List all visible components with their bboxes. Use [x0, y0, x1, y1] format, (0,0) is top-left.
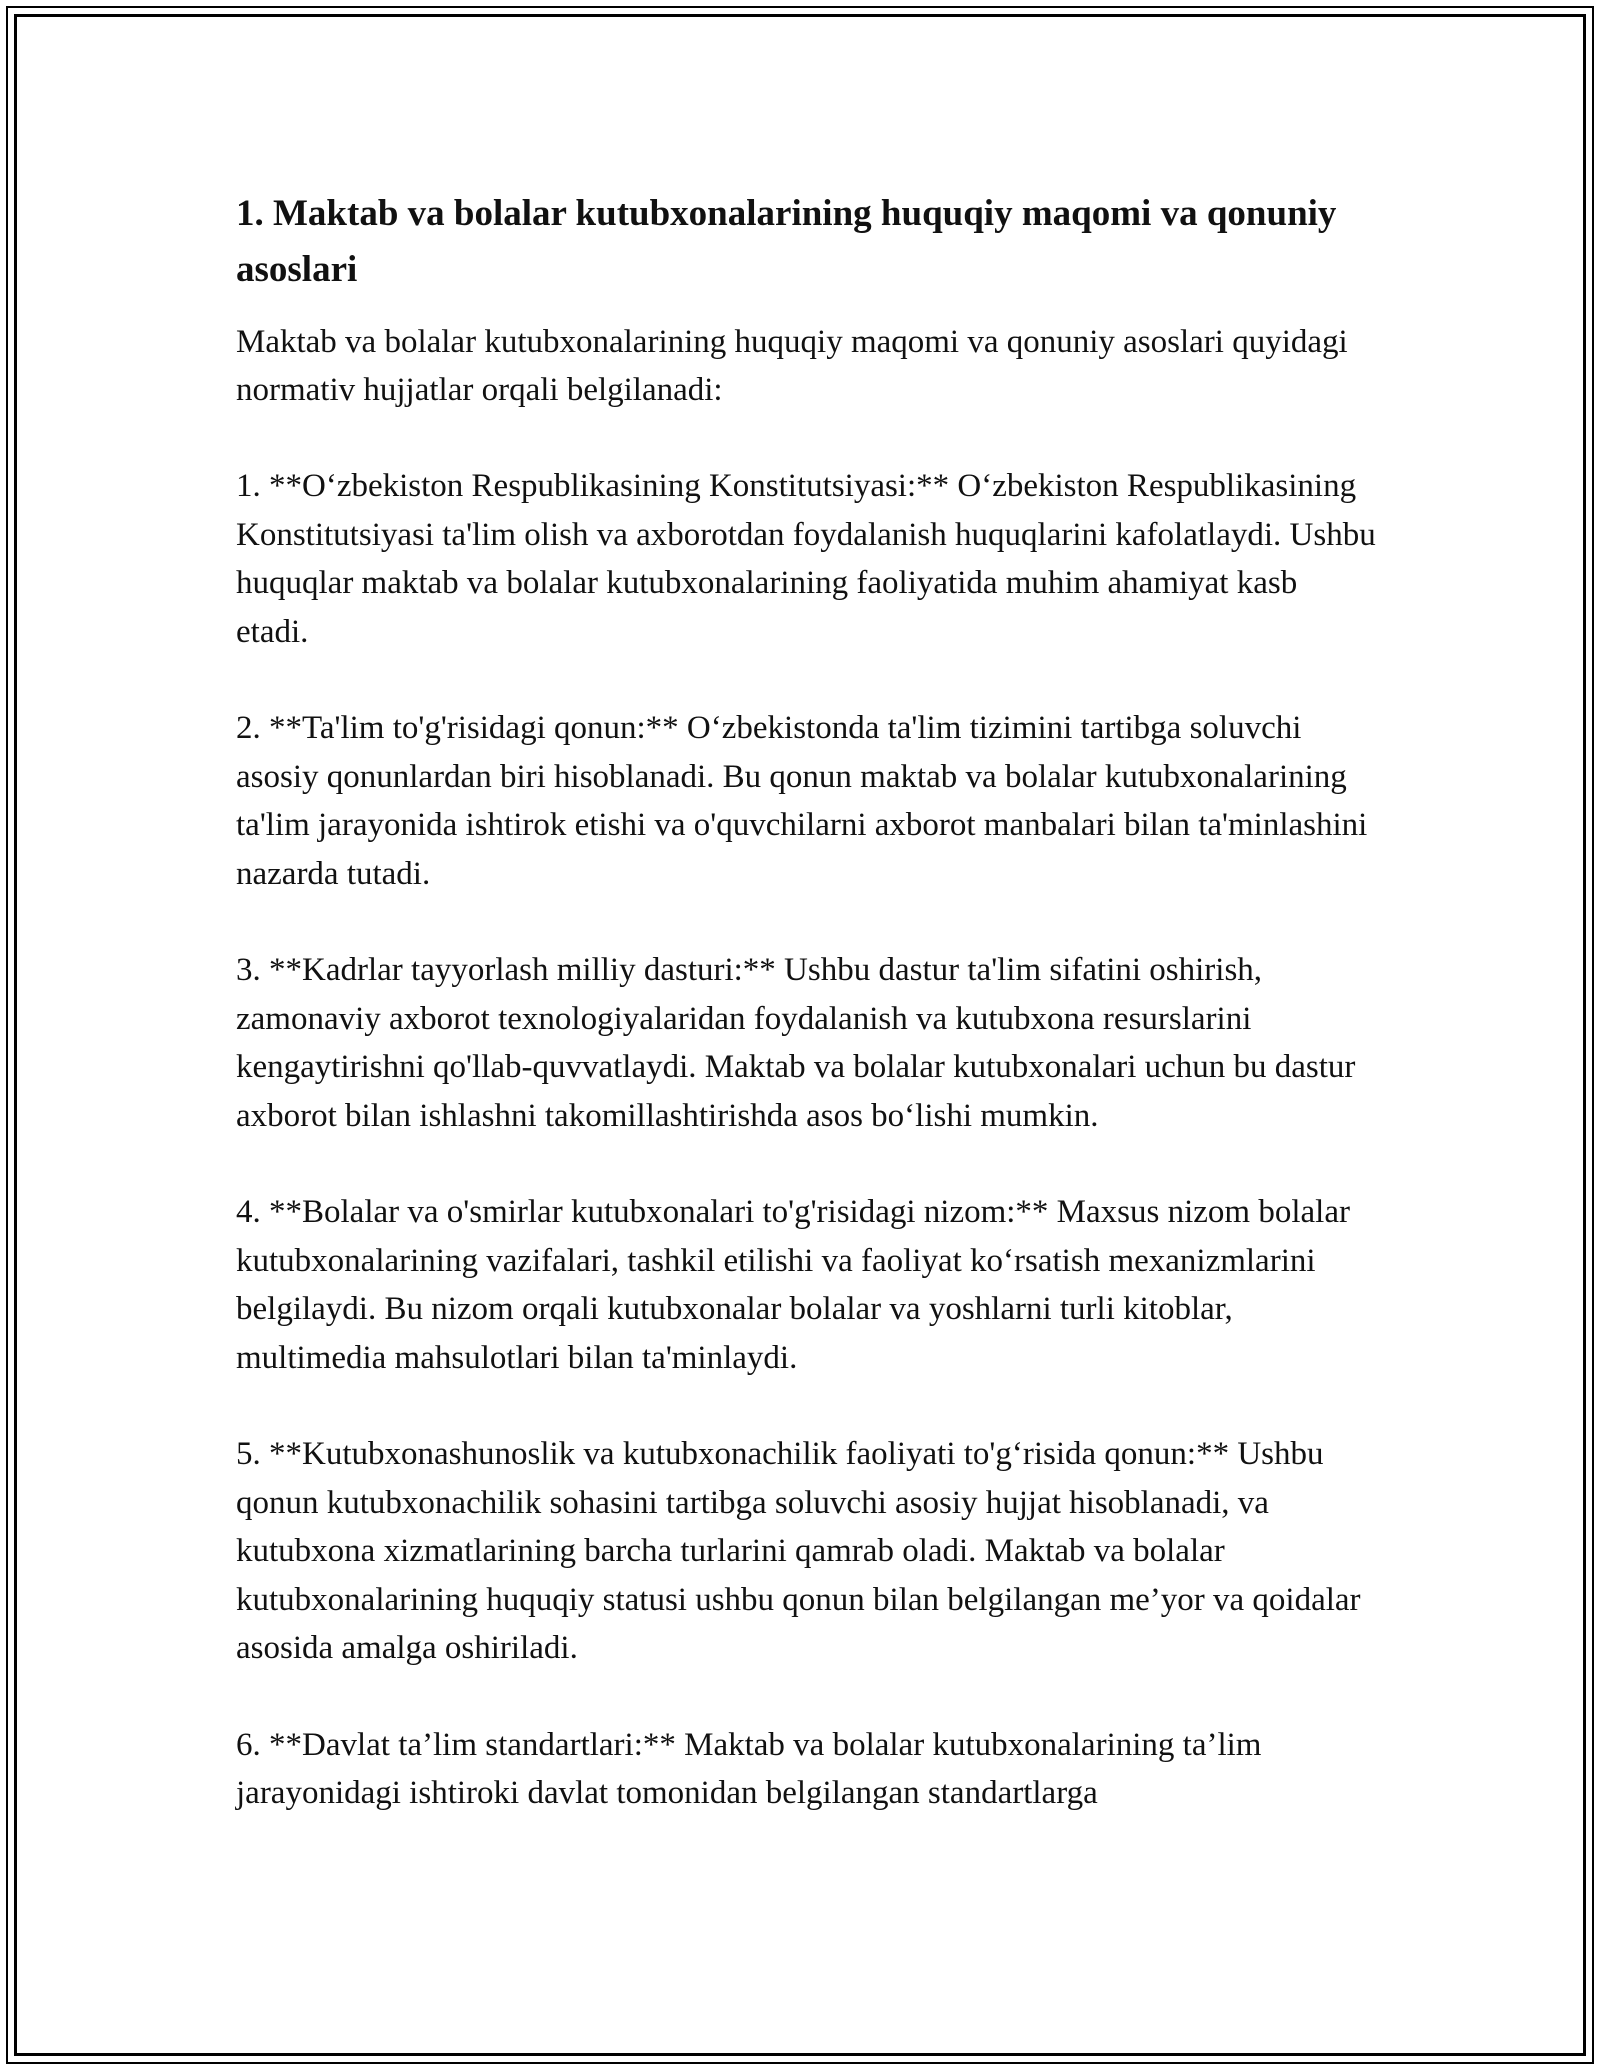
list-item: 1. **O‘zbekiston Respublikasining Konstitutsiyasi:** O‘zbekiston Respublikasining Konstitutsiyasi ta'lim olish va axborotdan foydalanish huquqlarini kafolatlaydi. Ushbu huquqlar maktab va bolalar kutubxonalarining faoliyatida muhim ahamiyat kasb etadi.	[236, 468, 1376, 650]
list-item: 3. **Kadrlar tayyorlash milliy dasturi:** Ushbu dastur ta'lim sifatini oshirish, zamonaviy axborot texnologiyalaridan foydalanish va kutubxona resurslarini kengaytirishni qo'llab-quvvatlaydi. Maktab va bolalar kutubxonalari uchun bu dastur axborot bilan ishlashni takomillashtirishda asos bo‘lishi mumkin.	[236, 952, 1356, 1134]
list-item: 6. **Davlat ta’lim standartlari:** Maktab va bolalar kutubxonalarining ta’lim jarayonidagi ishtiroki davlat tomonidan belgilangan standartlarga	[236, 1726, 1262, 1811]
list-item: 2. **Ta'lim to'g'risidagi qonun:** O‘zbekistonda ta'lim tizimini tartibga soluvchi asosiy qonunlardan biri hisoblanadi. Bu qonun maktab va bolalar kutubxonalarining ta'lim jarayonida ishtirok etishi va o'quvchilarni axborot manbalari bilan ta'minlashini nazarda tutadi.	[236, 710, 1368, 892]
list-item: 4. **Bolalar va o'smirlar kutubxonalari to'g'risidagi nizom:** Maxsus nizom bolalar kutubxonalarining vazifalari, tashkil etilishi va faoliyat ko‘rsatish mexanizmlarini belgilaydi. Bu nizom orqali kutubxonalar bolalar va yoshlarni turli kitoblar, multimedia mahsulotlari bilan ta'minlaydi.	[236, 1194, 1350, 1376]
list-item: 5. **Kutubxonashunoslik va kutubxonachilik faoliyati to'g‘risida qonun:** Ushbu qonun kutubxonachilik sohasini tartibga soluvchi asosiy hujjat hisoblanadi, va kutubxona xizmatlarining barcha turlarini qamrab oladi. Maktab va bolalar kutubxonalarining huquqiy statusi ushbu qonun bilan belgilangan me’yor va qoidalar asosida amalga oshiriladi.	[236, 1436, 1361, 1666]
document-body	[236, 186, 1376, 1818]
page-title: 1. Maktab va bolalar kutubxonalarining huquqiy maqomi va qonuniy asoslari	[236, 193, 1337, 290]
intro-paragraph: Maktab va bolalar kutubxonalarining huquqiy maqomi va qonuniy asoslari quyidagi normativ hujjatlar orqali belgilanadi:	[236, 324, 1348, 408]
